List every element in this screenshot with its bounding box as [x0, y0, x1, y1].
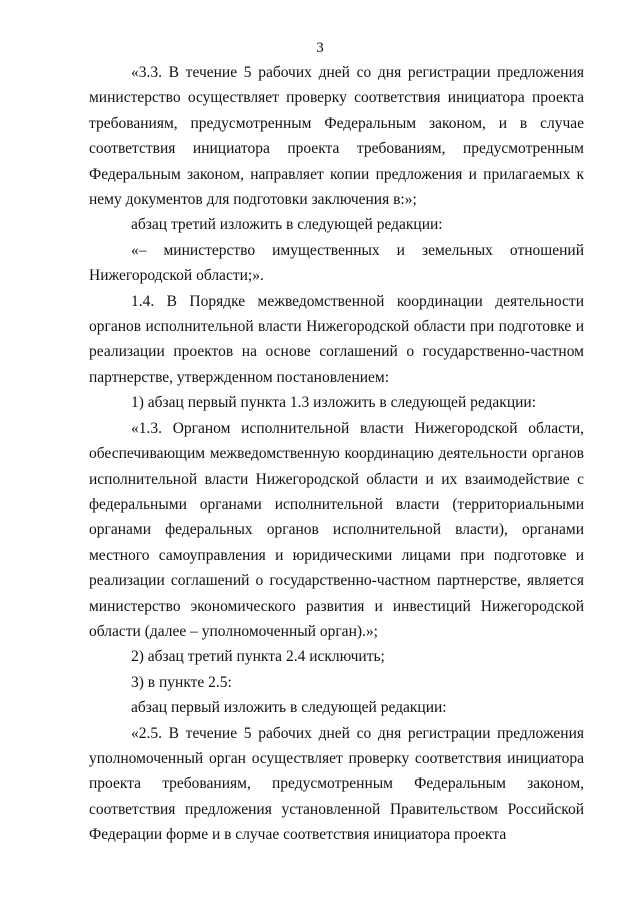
paragraph-3-3-quote: «3.3. В течение 5 рабочих дней со дня регистрации предложения министерство осуществляет проверку соответствия инициатора проекта требованиям, предусмотренным Федеральным законом, и в случае соответствия инициатора проекта требованиям, предусмотренным Федеральным законом, направляет копии предложения и прилагаемых к нему документов для подготовки заключения в:»;	[89, 64, 584, 209]
paragraph-2-5-quote: «2.5. В течение 5 рабочих дней со дня регистрации предложения уполномоченный орган осуществляет проверку соответствия инициатора проекта требованиям, предусмотренным Федеральным законом, соответствия предложения установленной Правительством Российской Федерации форме и в случае соответствия инициатора проекта	[89, 724, 584, 844]
paragraph-abzac-tretiy: абзац третий изложить в следующей редакции:	[131, 216, 443, 234]
page-number: 3	[316, 40, 324, 56]
paragraph-1-4: 1.4. В Порядке межведомственной координации деятельности органов исполнительной власти Нижегородской области при подготовке и реализации проектов на основе соглашений о государственно-частном партнерстве, утвержденном постановлением:	[89, 292, 584, 386]
paragraph-item-1: 1) абзац первый пункта 1.3 изложить в следующей редакции:	[131, 394, 537, 412]
paragraph-item-2: 2) абзац третий пункта 2.4 исключить;	[131, 648, 385, 666]
paragraph-ministry-quote: «– министерство имущественных и земельных отношений Нижегородской области;».	[89, 241, 584, 285]
document-body	[89, 60, 584, 848]
paragraph-1-3-quote: «1.3. Органом исполнительной власти Нижегородской области, обеспечивающим межведомственную координацию деятельности органов исполнительной власти Нижегородской области и их взаимодействие с федеральными органами исполнительной власти (территориальными органами федеральных органов исполнительной власти), органами местного самоуправления и юридическими лицами при подготовке и реализации соглашений о государственно-частном партнерстве, является министерство экономического развития и инвестиций Нижегородской области (далее – уполномоченный орган).»;	[89, 419, 584, 640]
paragraph-abzac-perviy: абзац первый изложить в следующей редакции:	[131, 699, 447, 717]
paragraph-item-3: 3) в пункте 2.5:	[131, 673, 232, 691]
